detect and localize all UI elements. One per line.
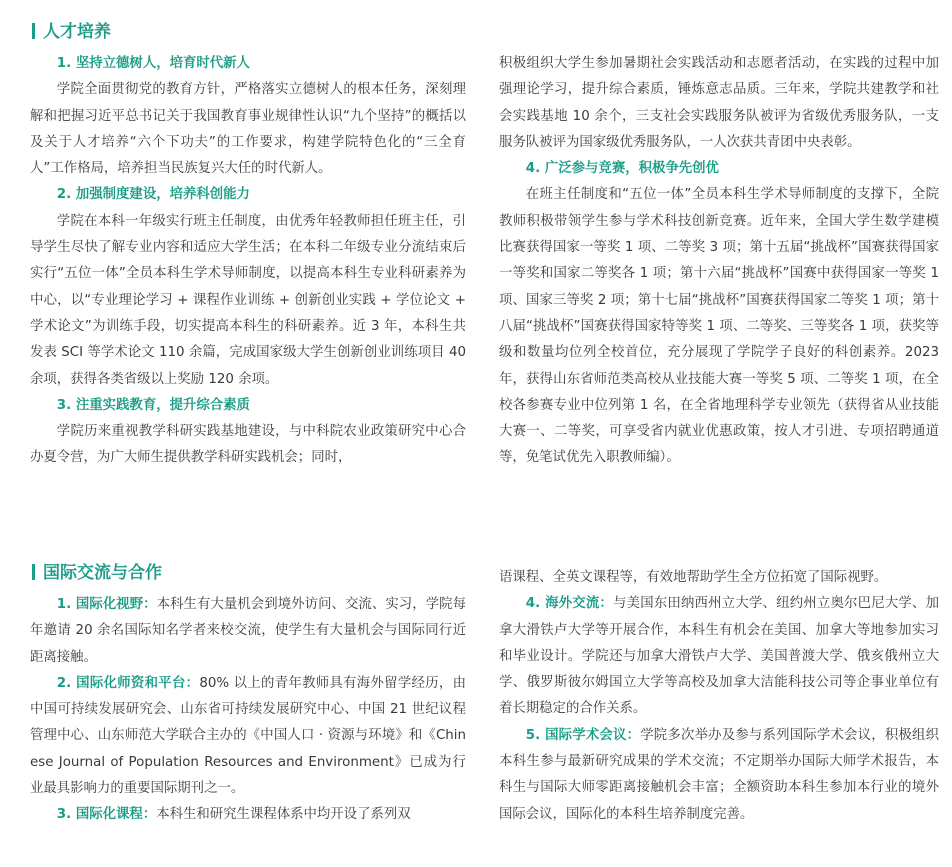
item-paragraph: 2. 国际化师资和平台：80% 以上的青年教师具有海外留学经历，由中国可持续发展研究会、山东省可持续发展研究中心、中国 21 世纪议程管理中心、山东师范大学联合主办的《中国人口 · 资源与环境》和《Chinese Journal of Population Resources and Environment》已成为行业最具影响力的重要国际期刊之一。 (30, 675, 466, 797)
item-lead: 3. 国际化课程： (56, 807, 157, 823)
paragraph: 学院在本科一年级实行班主任制度，由优秀年轻教师担任班主任，引导学生尽快了解专业内容和适应大学生活；在本科二年级专业分流结束后实行“五位一体”全员本科生学术导师制度，以提高本科生专业科研素养为中心，以“专业理论学习 + 课程作业训练 + 创新创业实践 + 学位论文 + 学术论文”为训练手段，切实提高本科生的科研素养。近 3 年，本科生共发表 SCI 等学术论文 110 余篇，完成国家级大学生创新创业训练项目 40 余项，获得各类省级以上奖励 120 余项。 (30, 213, 466, 387)
left-column (30, 592, 466, 829)
item-lead: 5. 国际学术会议： (525, 727, 641, 743)
left-column (30, 51, 466, 472)
subheading: 3. 注重实践教育，提升综合素质 (56, 397, 250, 413)
paragraph: 学院历来重视教学科研实践基地建设，与中科院农业政策研究中心合办夏令营，为广大师生提供教学科研实践机会；同时， (30, 424, 466, 466)
item-lead: 4. 海外交流： (525, 596, 614, 612)
paragraph: 学院全面贯彻党的教育方针，严格落实立德树人的根本任务，深刻理解和把握习近平总书记关于我国教育事业规律性认识“九个坚持”的概括以及关于人才培养“六个下功夫”的工作要求，构建学院特色化的“三全育人”工作格局，培养担当民族复兴大任的时代新人。 (30, 82, 466, 177)
item-paragraph: 4. 海外交流：与美国东田纳西州立大学、纽约州立奥尔巴尼大学、加拿大滑铁卢大学等开展合作，本科生有机会在美国、加拿大等地参加实习和毕业设计。学院还与加拿大滑铁卢大学、美国普渡大学、俄亥俄州立大学、俄罗斯彼尔姆国立大学等高校及加拿大洁能科技公司等企事业单位有着长期稳定的合作关系。 (499, 596, 939, 717)
title-bar (32, 564, 35, 580)
right-column (499, 51, 939, 472)
right-column (499, 565, 939, 828)
subheading: 2. 加强制度建设，培养科创能力 (56, 187, 250, 203)
item-paragraph: 5. 国际学术会议：学院多次举办及参与系列国际学术会议，积极组织本科生参与最新研究成果的学术交流；不定期举办国际大师学术报告，本科生与国际大师零距离接触机会丰富；全额资助本科生参加本行业的境外国际会议，国际化的本科生培养制度完善。 (499, 727, 939, 822)
section-title: 国际交流与合作 (32, 561, 162, 585)
item-lead: 1. 国际化视野： (56, 597, 157, 612)
item-paragraph: 3. 国际化课程：本科生和研究生课程体系中均开设了系列双 (56, 807, 411, 823)
item-lead: 2. 国际化师资和平台： (56, 675, 200, 691)
title-bar (32, 23, 35, 39)
section-title: 人才培养 (32, 20, 111, 44)
subheading: 4. 广泛参与竞赛，积极争先创优 (525, 161, 719, 177)
subheading: 1. 坚持立德树人，培育时代新人 (56, 56, 250, 71)
paragraph-continued: 积极组织大学生参加暑期社会实践活动和志愿者活动，在实践的过程中加强理论学习，提升综合素质，锤炼意志品质。三年来，学院共建教学和社会实践基地 10 余个，三支社会实践服务队被评为省级优秀服务队，一支服务队被评为国家级优秀服务队，一人次获共青团中央表彰。 (499, 56, 939, 150)
paragraph: 在班主任制度和“五位一体”全员本科生学术导师制度的支撑下，全院教师积极带领学生参与学术科技创新竞赛。近年来，全国大学生数学建模比赛获得国家一等奖 1 项、二等奖 3 项；第十五届“挑战杯”国赛获得国家一等奖和国家二等奖各 1 项；第十六届“挑战杯”国赛中获得国家一等奖 1 项、国家三等奖 2 项；第十七届“挑战杯”国赛获得国家二等奖 1 项；第十八届“挑战杯”国赛获得国家特等奖 1 项、二等奖、三等奖各 1 项，获奖等级和数量均位列全校首位，充分展现了学院学子良好的科创素养。2023 年，获得山东省师范类高校从业技能大赛一等奖 5 项、二等奖 1 项，在全校各参赛专业中位列第 1 名，在全省地理科学专业领先（获得省从业技能大赛一、二等奖，可享受省内就业优惠政策，按人才引进、专项招聘通道等，免笔试优先入职教师编）。 (499, 187, 939, 466)
item-paragraph: 1. 国际化视野：本科生有大量机会到境外访问、交流、实习，学院每年邀请 20 余名国际知名学者来校交流，使学生有大量机会与国际同行近距离接触。 (30, 597, 466, 665)
paragraph-continued: 语课程、全英文课程等，有效地帮助学生全方位拓宽了国际视野。 (499, 570, 888, 585)
